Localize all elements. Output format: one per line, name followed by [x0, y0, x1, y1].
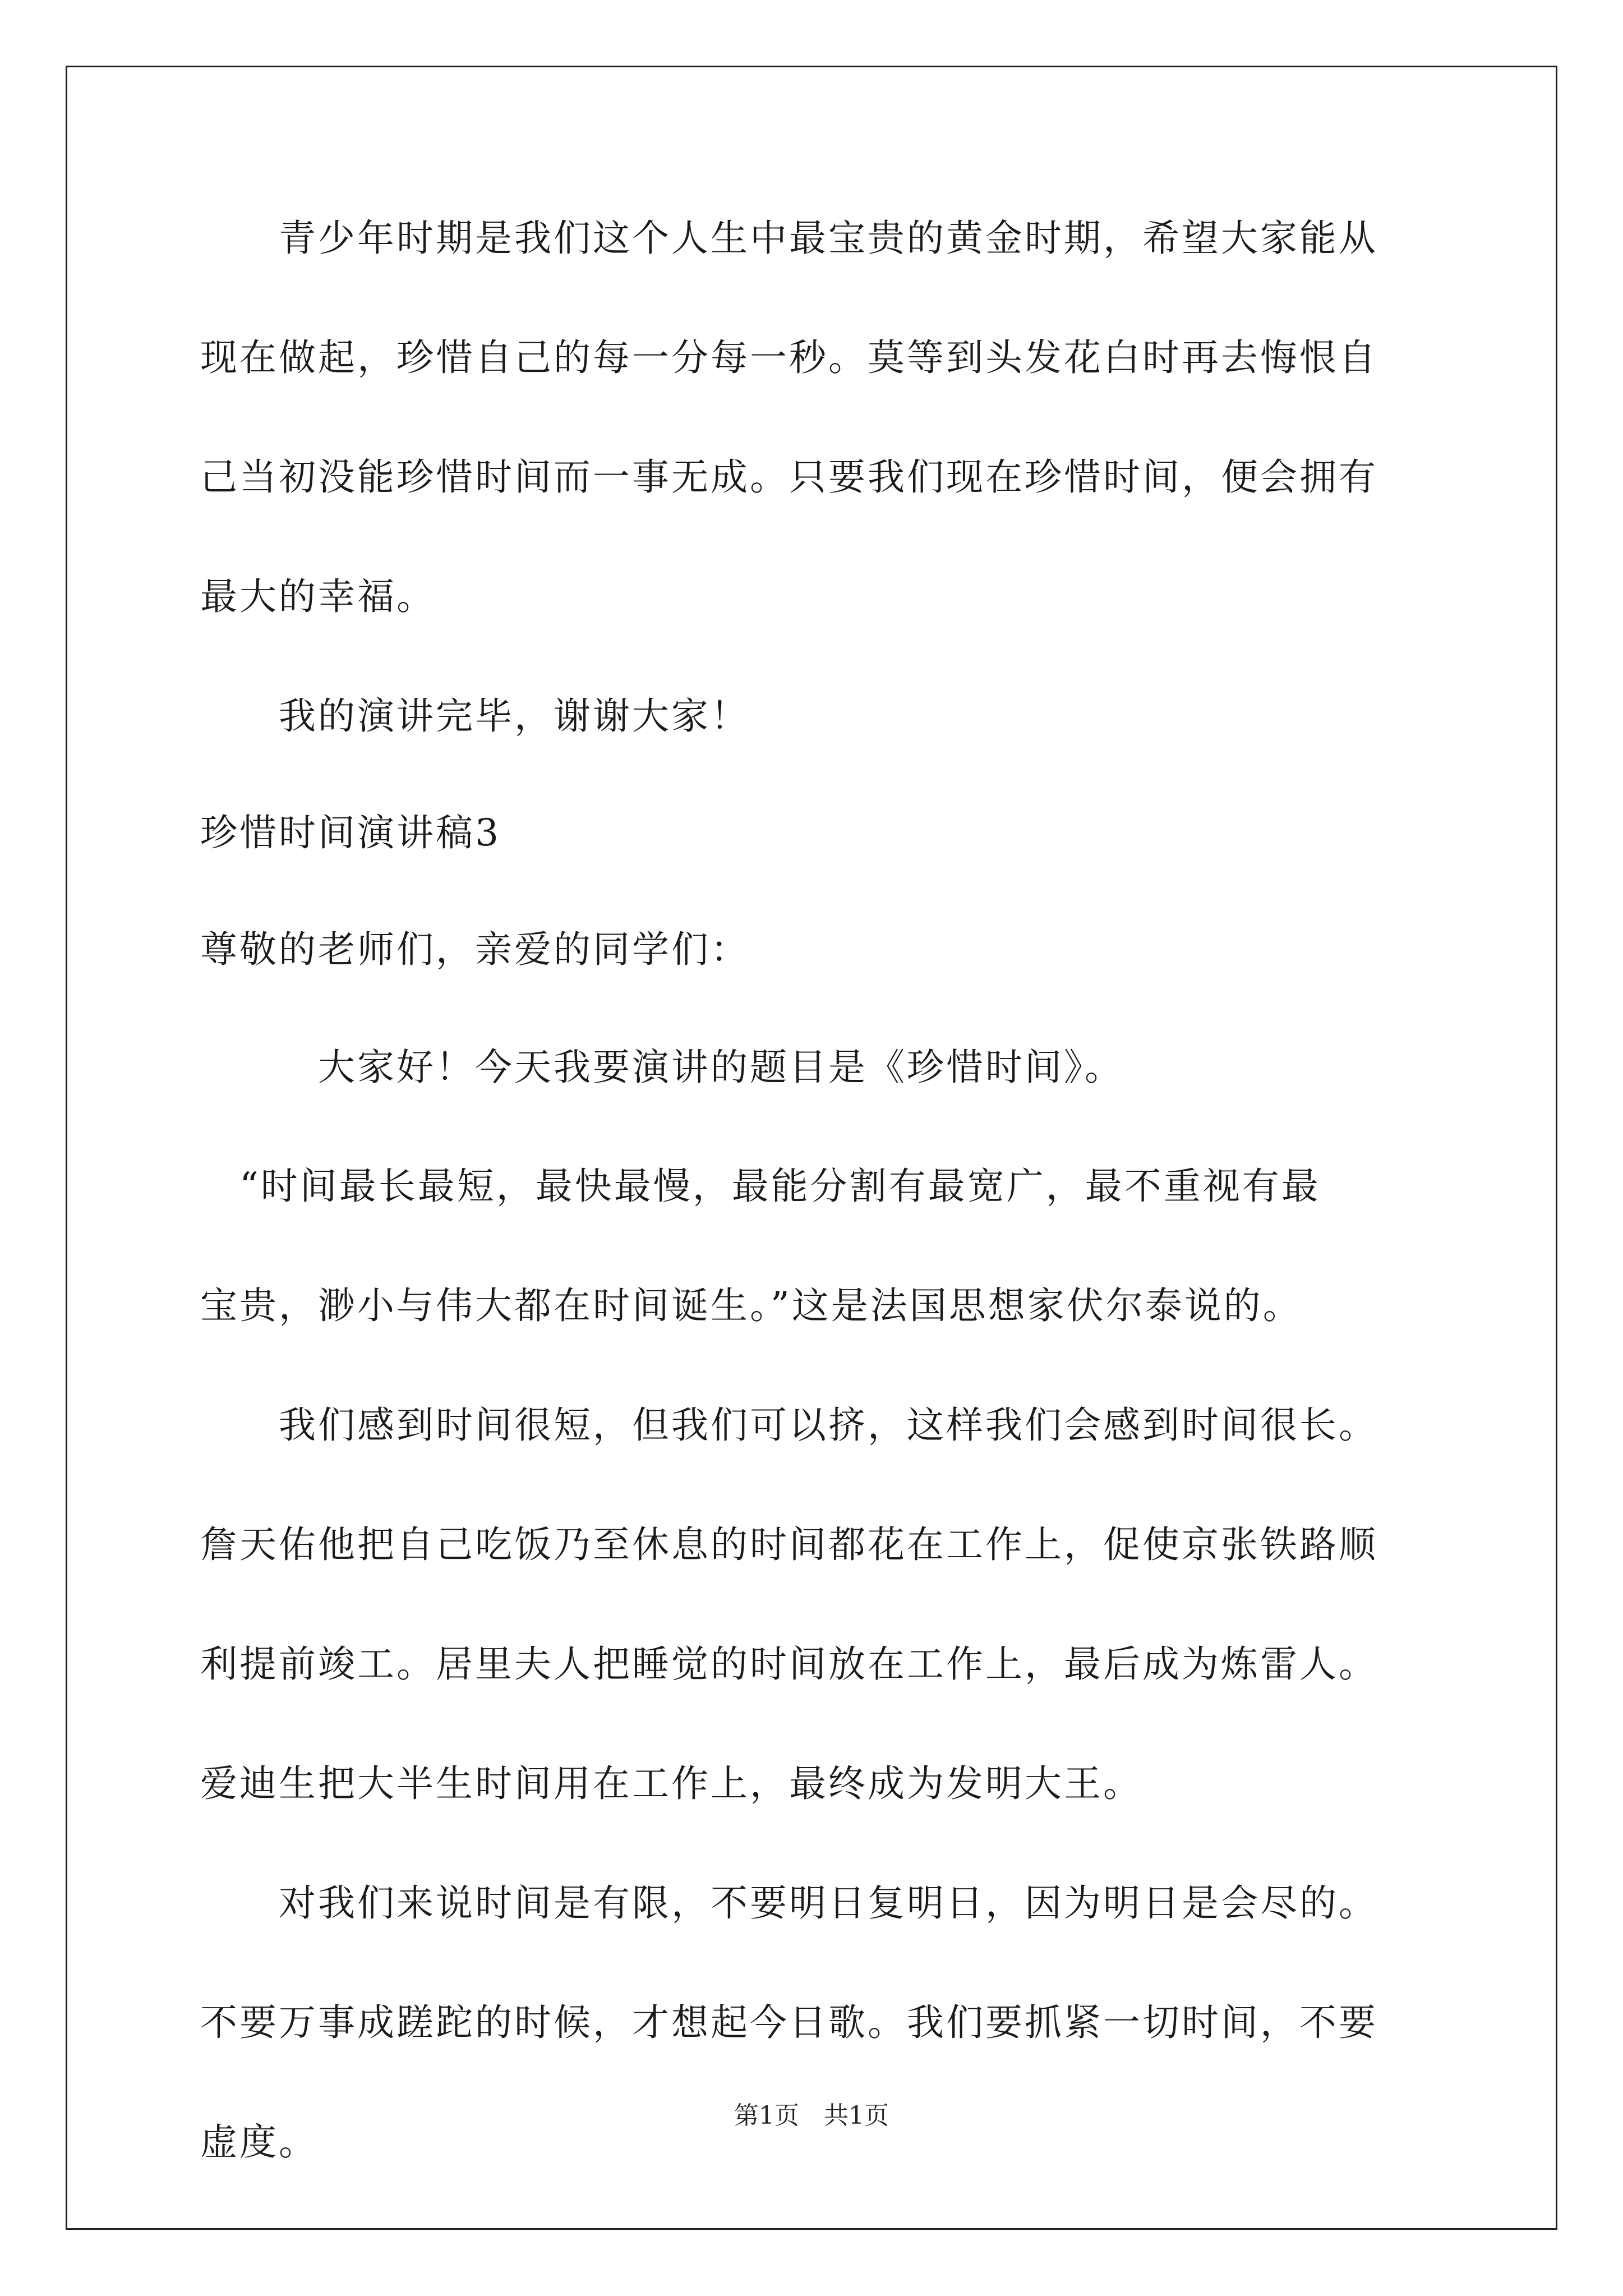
text-line: 虚度。	[200, 2120, 318, 2164]
text-line: 对我们来说时间是有限，不要明日复明日，因为明日是会尽的。	[200, 1881, 1378, 1925]
text-line: 现在做起，珍惜自己的每一分每一秒。莫等到头发花白时再去悔恨自	[200, 336, 1378, 379]
text-line: 最大的幸福。	[200, 575, 436, 618]
text-line: 我的演讲完毕，谢谢大家！	[200, 694, 750, 738]
text-line: “时间最长最短，最快最慢，最能分割有最宽广，最不重视有最	[200, 1165, 1321, 1208]
text-line: 爱迪生把大半生时间用在工作上，最终成为发明大王。	[200, 1762, 1142, 1805]
text-line: 己当初没能珍惜时间而一事无成。只要我们现在珍惜时间，便会拥有	[200, 455, 1378, 499]
text-line: 大家好！今天我要演讲的题目是《珍惜时间》。	[200, 1046, 1124, 1089]
text-line: 宝贵，渺小与伟大都在时间诞生。”这是法国思想家伏尔泰说的。	[200, 1284, 1302, 1327]
text-line: 利提前竣工。居里夫人把睡觉的时间放在工作上，最后成为炼雷人。	[200, 1642, 1378, 1686]
text-line: 青少年时期是我们这个人生中最宝贵的黄金时期，希望大家能从	[200, 217, 1378, 260]
page-footer: 第1页 共1页	[734, 2101, 889, 2130]
section-title: 珍惜时间演讲稿3	[200, 811, 501, 854]
text-line: 詹天佑他把自己吃饭乃至休息的时间都花在工作上，促使京张铁路顺	[200, 1523, 1378, 1566]
text-line: 不要万事成蹉跎的时候，才想起今日歌。我们要抓紧一切时间，不要	[200, 2001, 1378, 2044]
salutation: 尊敬的老师们，亲爱的同学们：	[200, 928, 750, 971]
text-line: 我们感到时间很短，但我们可以挤，这样我们会感到时间很长。	[200, 1404, 1378, 1447]
